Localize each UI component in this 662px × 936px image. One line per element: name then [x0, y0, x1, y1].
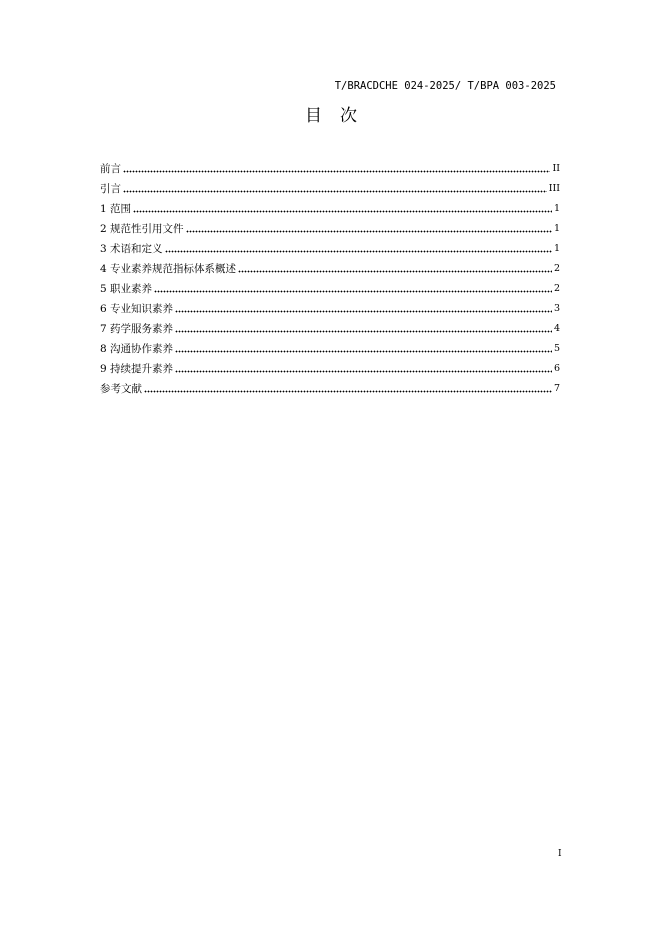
page-number: I	[558, 849, 562, 859]
toc-entry-knowledge[interactable]	[100, 298, 560, 318]
document-code: T/BRACDCHE 024-2025/ T/BPA 003-2025	[334, 80, 556, 92]
toc-entry-page: 7	[553, 382, 560, 394]
toc-entry-page: 1	[553, 202, 560, 214]
toc-entry-foreword[interactable]	[100, 158, 560, 178]
toc-entry-label: 9 持续提升素养	[100, 362, 174, 375]
toc-entry-label: 4 专业素养规范指标体系概述	[100, 262, 237, 275]
leader-dots	[154, 289, 552, 293]
toc-entry-page: 1	[553, 222, 560, 234]
leader-dots	[238, 269, 552, 273]
toc-entry-page: 6	[553, 362, 560, 374]
leader-dots	[175, 309, 552, 313]
toc-entry-page: 3	[553, 302, 560, 314]
toc-entry-continuous-improvement[interactable]	[100, 358, 560, 378]
leader-dots	[144, 389, 552, 393]
toc-entry-communication[interactable]	[100, 338, 560, 358]
toc-entry-overview[interactable]	[100, 258, 560, 278]
leader-dots	[133, 209, 552, 213]
toc-entry-label: 7 药学服务素养	[100, 322, 174, 335]
toc-entry-label: 6 专业知识素养	[100, 302, 174, 315]
toc-entry-introduction[interactable]	[100, 178, 560, 198]
toc-entry-page: 1	[553, 242, 560, 254]
toc-entry-terms-definitions[interactable]	[100, 238, 560, 258]
toc-entry-page: 5	[553, 342, 560, 354]
leader-dots	[123, 189, 547, 193]
leader-dots	[175, 349, 552, 353]
toc-entry-pharmacy-service[interactable]	[100, 318, 560, 338]
toc-entry-label: 1 范围	[100, 202, 132, 215]
leader-dots	[165, 249, 552, 253]
table-of-contents	[100, 158, 560, 398]
toc-entry-scope[interactable]	[100, 198, 560, 218]
toc-entry-page: III	[548, 182, 560, 194]
toc-entry-label: 5 职业素养	[100, 282, 153, 295]
toc-entry-professional-ethics[interactable]	[100, 278, 560, 298]
toc-entry-label: 8 沟通协作素养	[100, 342, 174, 355]
toc-entry-page: 2	[553, 282, 560, 294]
toc-entry-references[interactable]	[100, 378, 560, 398]
toc-entry-label: 2 规范性引用文件	[100, 222, 184, 235]
toc-entry-page: 2	[553, 262, 560, 274]
leader-dots	[123, 169, 550, 173]
toc-entry-label: 引言	[100, 182, 121, 195]
toc-entry-label: 3 术语和定义	[100, 242, 163, 255]
leader-dots	[175, 329, 552, 333]
leader-dots	[186, 229, 552, 233]
toc-entry-normative-references[interactable]	[100, 218, 560, 238]
toc-entry-page: II	[552, 162, 560, 174]
toc-entry-label: 参考文献	[100, 382, 142, 395]
toc-entry-label: 前言	[100, 162, 121, 175]
toc-entry-page: 4	[553, 322, 560, 334]
leader-dots	[175, 369, 552, 373]
page-title: 目次	[305, 106, 375, 126]
